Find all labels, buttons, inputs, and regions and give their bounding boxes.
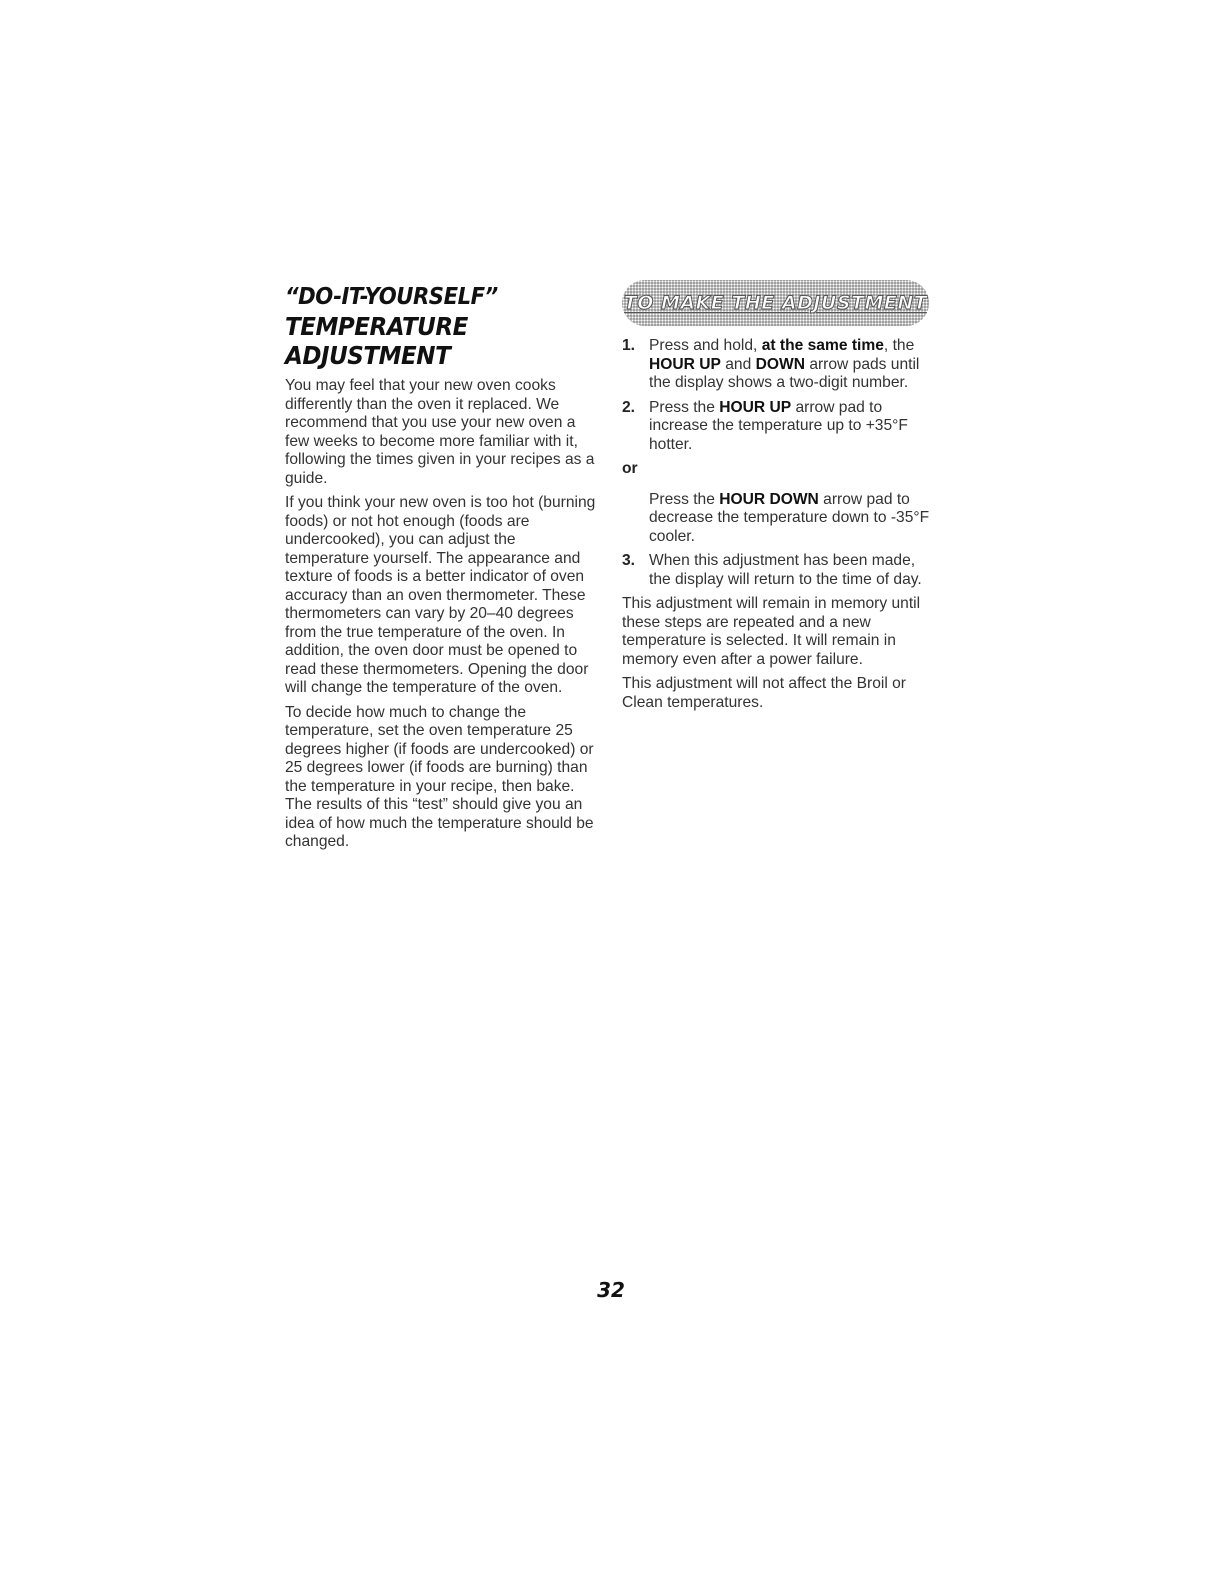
step-number: 3. [622, 552, 636, 569]
step-number: 2. [622, 398, 636, 416]
key-label: DOWN [755, 355, 805, 373]
page-number: 32 [597, 1278, 625, 1302]
step-text: When this adjustment has been made, the display will return to the time of day. [649, 552, 922, 588]
intro-paragraph: You may feel that your new oven cooks differently than the oven it replaced. We recommend that you use your new oven a few weeks to become more familiar with it, following the times given in your recipes as a guide. [285, 377, 595, 487]
step-1 [622, 337, 937, 393]
banner-title: TO MAKE THE ADJUSTMENT [623, 292, 928, 314]
step-text: arrow pad to decrease the temperature down to -35°F cooler. [649, 490, 930, 545]
step-text: arrow pad to increase the temperature up to +35°F hotter. [649, 398, 908, 453]
broil-clean-note: This adjustment will not affect the Broil or Clean temperatures. [622, 675, 906, 711]
title-line-1: “DO-IT-YOURSELF” [285, 284, 498, 310]
step-text: and [720, 355, 756, 373]
section-title [285, 283, 600, 370]
or-label: or [622, 460, 638, 477]
left-column [285, 283, 600, 852]
section-banner [622, 280, 929, 326]
memory-paragraph: This adjustment will remain in memory until these steps are repeated and a new temperature is selected. It will remain in memory even after a power failure. [622, 595, 921, 668]
step-text: Press the [649, 490, 720, 508]
step-3 [622, 552, 937, 589]
step-2-alternative [622, 491, 937, 547]
step-2 [622, 399, 937, 455]
key-label: HOUR UP [649, 355, 721, 373]
step-text: arrow pads until the display shows a two-digit number. [649, 355, 920, 391]
key-label: HOUR DOWN [719, 490, 819, 508]
step-emphasis: at the same time [761, 337, 884, 354]
right-column [622, 280, 937, 712]
step-text: Press the [649, 398, 720, 416]
steps-list [622, 337, 937, 589]
key-label: HOUR UP [719, 398, 792, 416]
step-number: 1. [622, 337, 636, 354]
title-line-3: ADJUSTMENT [285, 341, 451, 370]
test-paragraph: To decide how much to change the temperature, set the oven temperature 25 degrees higher (if foods are undercooked) or 25 degrees lower (if foods are burning) than the temperature in your recipe, then bake. The results of this “test” should give you an idea of how much the temperature should be changed. [285, 703, 594, 850]
title-line-2: TEMPERATURE [285, 312, 468, 341]
step-text: Press and hold, [649, 337, 762, 354]
step-text: , the [883, 337, 915, 354]
accuracy-paragraph: If you think your new oven is too hot (burning foods) or not hot enough (foods are undercooked), you can adjust the temperature yourself. The appearance and texture of foods is a better indicator of oven accuracy than an oven thermometer. These thermometers can vary by 20–40 degrees from the true temperature of the oven. In addition, the oven door must be opened to read these thermometers. Opening the door will change the temperature of the oven. [285, 494, 596, 696]
